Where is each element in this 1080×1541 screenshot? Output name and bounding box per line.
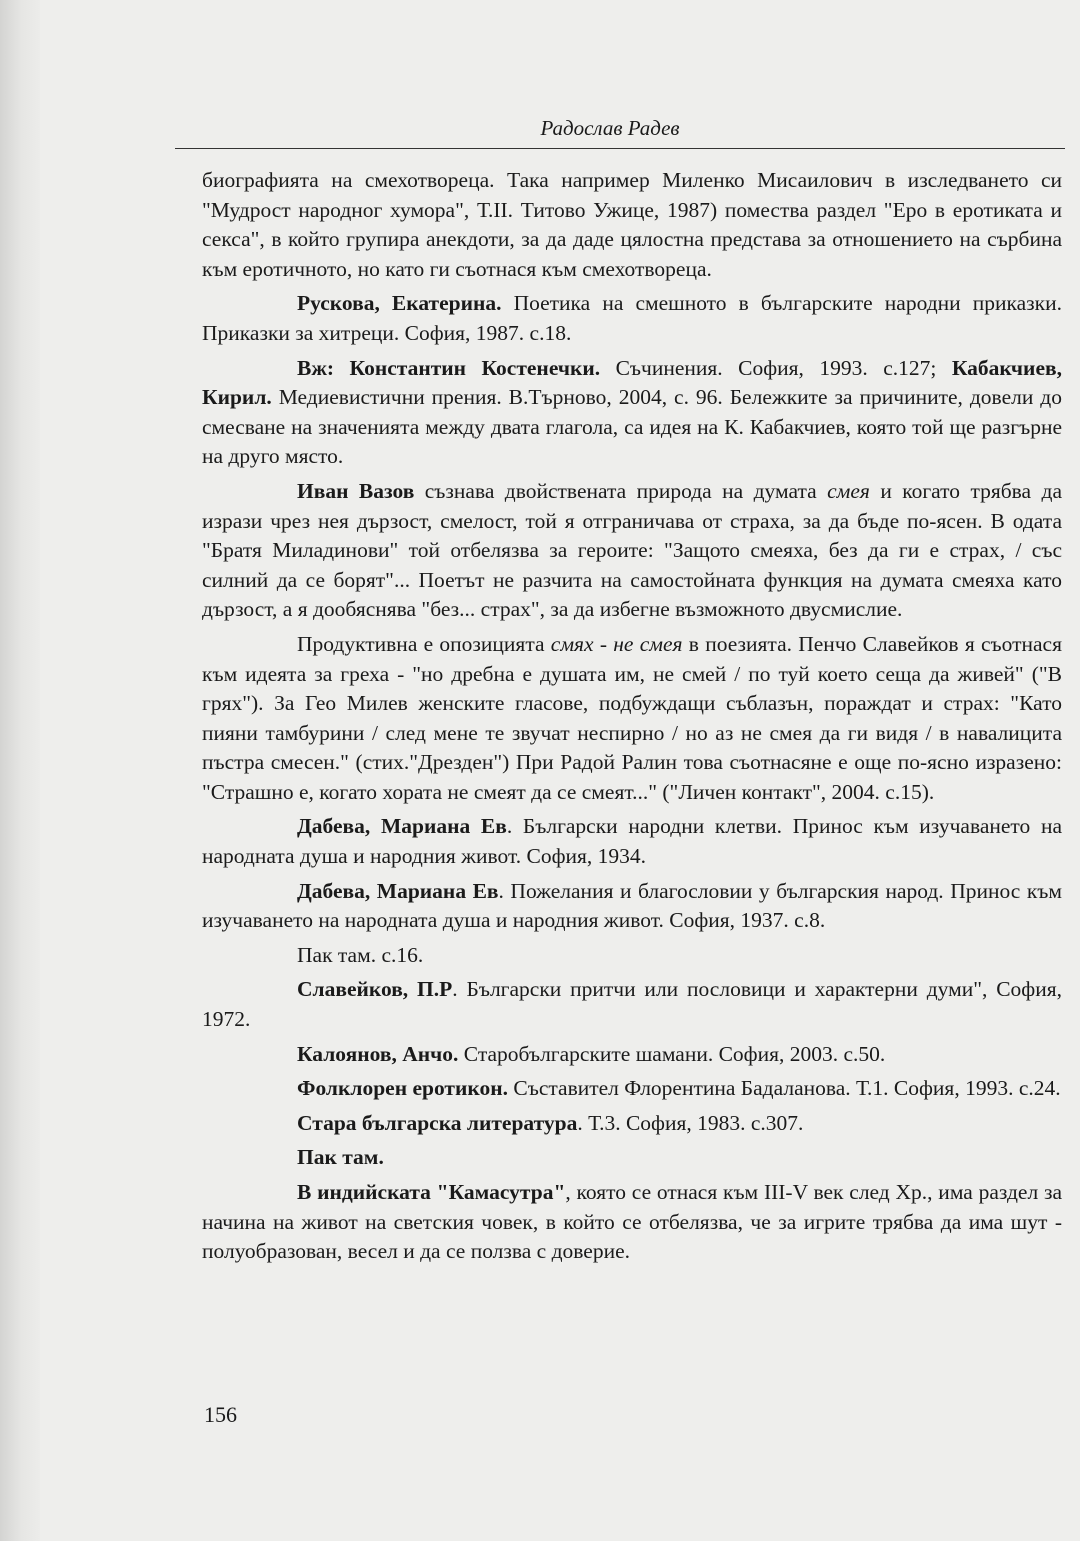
header-rule xyxy=(175,148,1065,149)
footnote-text: биографията на смехотвореца. Така например Миленко Мисаилович в изследването си "Мудрост народног хумора", Т.II. Титово Ужице, 1987) помества раздел "Еро в еротиката и секса", в който групира анекдоти, за да даде цялостна представа за отношението на сърбина към еротичното, но като ги съотнася към смехотвореца. xyxy=(202,168,1062,281)
footnote-text: . Пожелания и благословии у българския народ. Принос към изучаването на народната душа и народния живот. София, 1937. с.8. xyxy=(202,878,1062,933)
footnote-emphasis: смея xyxy=(827,478,870,503)
footnote-author: Стара българска литература xyxy=(297,1110,578,1135)
footnote-paragraph xyxy=(202,1178,1062,1267)
footnotes-body xyxy=(202,166,1062,1267)
footnote-paragraph xyxy=(202,1143,1062,1173)
footnote-author: Кабакчиев, Кирил. xyxy=(202,355,1062,410)
footnote-text: . Т.3. София, 1983. с.307. xyxy=(577,1110,804,1135)
footnote-paragraph xyxy=(202,477,1062,625)
book-page-edge xyxy=(0,0,40,1541)
footnote-text: и когато трябва да изрази чрез нея дързост, смелост, той я отграничава от страха, за да бъде по-ясен. В одата "Братя Миладинови" той отбелязва за героите: "Защото смеяха, без да ги е страх, / със силний да се борят"... Поетът не разчита на самостойната функция на думата смеяха като дързост, а я дообяснява "без... страх", за да избегне възможното двусмислие. xyxy=(202,478,1062,622)
footnote-paragraph xyxy=(202,630,1062,808)
footnote-paragraph xyxy=(202,941,1062,971)
footnote-text: Медиевистични прения. В.Търново, 2004, с. 96. Бележките за причините, довели до смесване на значенията между двата глагола, са идея на К. Кабакчиев, която той ще разгърне на друго място. xyxy=(202,385,1062,469)
footnote-text: Продуктивна е опозицията xyxy=(297,631,551,656)
footnote-author: Вж: Константин Костенечки. xyxy=(297,355,601,380)
footnote-paragraph xyxy=(202,166,1062,284)
footnote-author: Пак там. xyxy=(297,1145,384,1170)
footnote-text: Пак там. с.16. xyxy=(297,942,424,967)
footnote-text: Поетика на смешното в българските народни приказки. Приказки за хитреци. София, 1987. с.18. xyxy=(202,291,1062,345)
footnote-author: В индийската "Камасутра" xyxy=(297,1180,566,1204)
footnote-text: съзнава двойствената природа на думата xyxy=(414,478,828,503)
footnote-text: . Български притчи или пословици и характерни думи", София, 1972. xyxy=(202,977,1062,1032)
footnote-author: Фолклорен еротикон. xyxy=(297,1076,508,1101)
footnote-text: . Български народни клетви. Принос към изучаването на народната душа и народния живот. София, 1934. xyxy=(202,814,1062,869)
footnote-author: Иван Вазов xyxy=(297,478,415,503)
footnote-author: Дабева, Мариана Ев xyxy=(297,878,499,903)
footnote-paragraph xyxy=(202,1109,1062,1139)
page-number: 156 xyxy=(204,1402,237,1427)
book-page xyxy=(40,0,1080,1541)
footnote-paragraph xyxy=(202,354,1062,472)
footnote-paragraph xyxy=(202,1074,1062,1104)
footnote-paragraph xyxy=(202,877,1062,936)
footnote-text: Съставител Флорентина Бадаланова. Т.1. София, 1993. с.24. xyxy=(508,1076,1061,1101)
footnote-text: в поезията. Пенчо Славейков я съотнася към идеята за греха - "но дребна е душата им, не смей / по туй което сеща да живей" ("В грях"). За Гео Милев женските гласове, подбуждащи съблазън, пораждат и страх: "Като пияни тамбурини / след мене те звучат неспирно / но аз не смея да ги видя / в навалицита пъстра смесен." (стих."Дрезден") При Радой Ралин това съотнасяне е още по-ясно изразено: "Страшно е, когато хората не смеят да се смеят..." ("Личен контакт", 2004. с.15). xyxy=(202,631,1062,804)
footnote-author: Славейков, П.Р xyxy=(297,977,453,1002)
footnote-text: , която се отнася към III-V век след Хр., има раздел за начина на живот на светския човек, в който се отбелязва, че за игрите трябва да има шут - полуобразован, весел и да се ползва с доверие. xyxy=(202,1180,1062,1264)
footnote-paragraph xyxy=(202,289,1062,348)
footnote-paragraph xyxy=(202,812,1062,871)
running-header-title: Радослав Радев xyxy=(540,116,680,140)
footnote-paragraph xyxy=(202,1040,1062,1070)
footnote-text: Старобългарските шамани. София, 2003. с.50. xyxy=(458,1041,886,1066)
footnote-paragraph xyxy=(202,975,1062,1034)
footnote-author: Дабева, Мариана Ев xyxy=(297,814,507,839)
footnote-text: Съчинения. София, 1993. с.127; xyxy=(600,355,952,380)
footnote-author: Рускова, Екатерина. xyxy=(297,291,502,316)
footnote-emphasis: смях - не смея xyxy=(550,631,683,656)
footnote-author: Калоянов, Анчо. xyxy=(297,1041,459,1066)
